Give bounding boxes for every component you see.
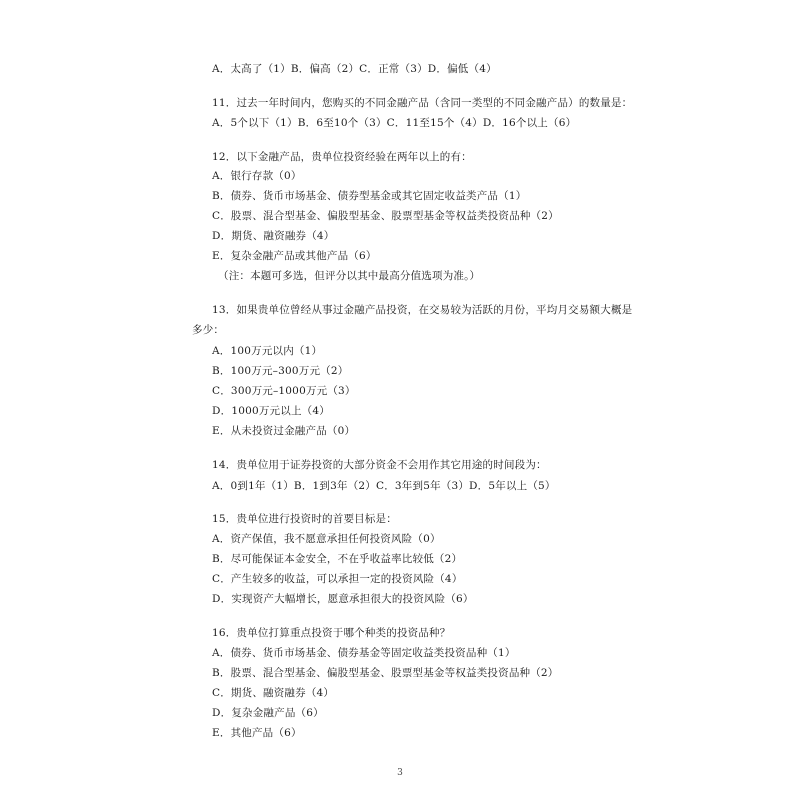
q12-option-b: B．债券、货币市场基金、债券型基金或其它固定收益类产品（1） bbox=[212, 190, 527, 202]
q12-option-c: C．股票、混合型基金、偏股型基金、股票型基金等权益类投资品种（2） bbox=[212, 210, 559, 222]
q11-options: A．5个以下（1）B．6至10个（3）C．11至15个（4）D．16个以上（6） bbox=[212, 117, 577, 129]
q12-note: （注：本题可多选，但评分以其中最高分值选项为准。） bbox=[218, 270, 481, 282]
q16-option-c: C．期货、融资融券（4） bbox=[212, 687, 335, 699]
q12-option-d: D．期货、融资融券（4） bbox=[212, 230, 335, 242]
q15-option-b: B．尽可能保证本金安全，不在乎收益率比较低（2） bbox=[212, 553, 463, 565]
page-number: 3 bbox=[397, 768, 403, 778]
q13-option-d: D．1000万元以上（4） bbox=[212, 405, 330, 417]
q15-option-a: A．资产保值，我不愿意承担任何投资风险（0） bbox=[212, 533, 441, 545]
q13-question-line1: 13．如果贵单位曾经从事过金融产品投资，在交易较为活跃的月份，平均月交易额大概是 bbox=[212, 304, 633, 316]
q12-option-e: E．复杂金融产品或其他产品（6） bbox=[212, 250, 377, 262]
q14-question: 14．贵单位用于证券投资的大部分资金不会用作其它用途的时间段为： bbox=[212, 459, 547, 471]
q12-question: 12．以下金融产品，贵单位投资经验在两年以上的有： bbox=[212, 151, 472, 163]
q16-option-d: D．复杂金融产品（6） bbox=[212, 707, 324, 719]
q12-option-a: A．银行存款（0） bbox=[212, 170, 302, 182]
q13-question-line2: 多少： bbox=[192, 324, 225, 336]
q13-option-c: C．300万元–1000万元（3） bbox=[212, 385, 356, 397]
q11-question: 11．过去一年时间内，您购买的不同金融产品（含同一类型的不同金融产品）的数量是： bbox=[212, 97, 633, 109]
q13-option-b: B．100万元–300万元（2） bbox=[212, 365, 349, 377]
q13-option-a: A．100万元以内（1） bbox=[212, 345, 323, 357]
q13-option-e: E．从未投资过金融产品（0） bbox=[212, 425, 356, 437]
q16-option-a: A．债券、货币市场基金、债券基金等固定收益类投资品种（1） bbox=[212, 647, 516, 659]
q15-question: 15．贵单位进行投资时的首要目标是： bbox=[212, 513, 397, 525]
q14-options: A．0到1年（1）B．1到3年（2）C．3年到5年（3）D．5年以上（5） bbox=[212, 480, 556, 492]
q16-option-b: B．股票、混合型基金、偏股型基金、股票型基金等权益类投资品种（2） bbox=[212, 667, 559, 679]
q16-question: 16．贵单位打算重点投资于哪个种类的投资品种？ bbox=[212, 627, 451, 639]
q15-option-c: C．产生较多的收益，可以承担一定的投资风险（4） bbox=[212, 573, 463, 585]
q10-options: A．太高了（1）B．偏高（2）C．正常（3）D．偏低（4） bbox=[212, 63, 497, 75]
q15-option-d: D．实现资产大幅增长，愿意承担很大的投资风险（6） bbox=[212, 593, 474, 605]
q16-option-e: E．其他产品（6） bbox=[212, 727, 302, 739]
